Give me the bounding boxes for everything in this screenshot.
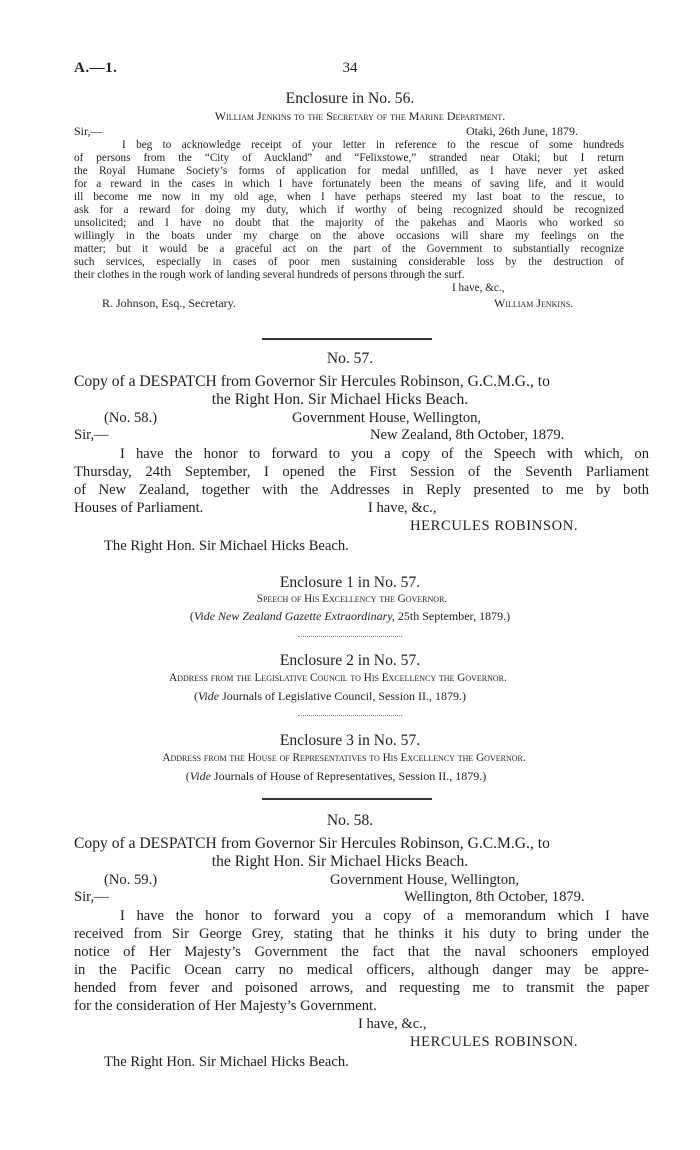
enclosure-2-title: Enclosure 2 in No. 57. (279, 652, 421, 669)
enclosure-3-title: Enclosure 3 in No. 57. (279, 732, 421, 749)
no58-body-line: received from Sir George Grey, stating that he thinks it his duty to bring under the (74, 926, 649, 942)
enclosure-56-line: for a reward in the cases in which I have fortunately been the means of saving life, and it would (74, 178, 624, 190)
no57-signature: HERCULES ROBINSON. (410, 518, 579, 534)
enclosure-56-line: ill become me now in my old age, when I have perhaps steered my last boat to the rescue, to (74, 191, 624, 203)
enclosure-2-description: Address from the Legislative Council to His Excellency the Governor. (169, 672, 507, 684)
no58-body-line: notice of Her Majesty’s Government the fact that the naval schooners employed (74, 944, 649, 960)
enclosure-1-description: Speech of His Excellency the Governor. (256, 593, 448, 605)
no58-body-line: in the Pacific Ocean carry no medical officers, although danger may be appre- (74, 962, 649, 978)
enclosure-56-line: unsolicited; and I have no doubt that the majority of the pakehas and Maoris who worked so (74, 217, 624, 229)
no58-body-last-line: for the consideration of Her Majesty’s Government. (74, 998, 377, 1014)
enclosure-3-description: Address from the House of Representatives to His Excellency the Governor. (162, 752, 526, 764)
no57-salutation: Sir,— (74, 427, 109, 443)
no57-date: New Zealand, 8th October, 1879. (370, 427, 565, 443)
enclosure-1-title: Enclosure 1 in No. 57. (279, 574, 421, 591)
enclosure-56-place-date: Otaki, 26th June, 1879. (466, 124, 578, 138)
no57-body-last-line: Houses of Parliament. (74, 500, 204, 516)
enclosure-56-line: such services, especially in cases of poor men sustaining considerable loss by the destruction of (74, 256, 624, 268)
section-divider (262, 798, 432, 800)
enclosure-56-line: the Royal Humane Society’s forms of application for medal unfilled, as I have never yet asked (74, 165, 624, 177)
enclosure-2-reference: (Vide Journals of Legislative Council, Session II., 1879.) (193, 689, 467, 703)
enclosure-56-line: matter; but it would be a graceful act on the part of the Government to substantially recognize (74, 243, 624, 255)
enclosure-56-from-to: William Jenkins to the Secretary of the Marine Department. (214, 109, 506, 123)
no58-salutation: Sir,— (74, 889, 109, 905)
no57-ref: (No. 58.) (104, 410, 158, 426)
no57-addressee: The Right Hon. Sir Michael Hicks Beach. (104, 538, 349, 554)
enclosure-56-line: their clothes in the rough work of landing several hundreds of persons through the surf. (74, 269, 465, 281)
no58-body-line: I have the honor to forward you a copy of a memorandum which I have (120, 908, 649, 924)
no57-closing: I have, &c., (368, 500, 437, 516)
no58-date: Wellington, 8th October, 1879. (404, 889, 585, 905)
no58-ref: (No. 59.) (104, 872, 158, 888)
enclosure-56-closing: I have, &c., (452, 282, 505, 294)
section-divider (262, 338, 432, 340)
no57-body-line: Thursday, 24th September, I opened the First Session of the Seventh Parliament (74, 464, 649, 480)
no57-body-line: I have the honor to forward to you a copy of the Speech with which, on (120, 446, 649, 462)
enclosure-56-addressee: R. Johnson, Esq., Secretary. (102, 296, 236, 310)
no58-signature: HERCULES ROBINSON. (410, 1034, 579, 1050)
enclosure-3-reference: (Vide Journals of House of Representatives, Session II., 1879.) (185, 769, 487, 783)
no57-place: Government House, Wellington, (292, 410, 482, 426)
no57-body-line: of New Zealand, together with the Addresses in Reply presented to me by both (74, 482, 649, 498)
page-number: 34 (342, 60, 358, 76)
enclosure-56-title: Enclosure in No. 56. (285, 90, 415, 107)
no57-title: No. 57. (326, 350, 374, 367)
no58-place: Government House, Wellington, (330, 872, 520, 888)
enclosure-1-reference: (Vide New Zealand Gazette Extraordinary, 25th September, 1879.) (189, 609, 511, 623)
enclosure-56-signature: William Jenkins. (494, 296, 574, 310)
enclosure-56-salutation: Sir,— (74, 124, 103, 138)
section-label: A.—1. (74, 60, 118, 76)
no58-body-line: hended from fever and poisoned arrows, and requesting me to transmit the paper (74, 980, 649, 996)
no58-addressee: The Right Hon. Sir Michael Hicks Beach. (104, 1054, 349, 1070)
no58-closing: I have, &c., (358, 1016, 427, 1032)
no58-heading-line1: Copy of a DESPATCH from Governor Sir Hercules Robinson, G.C.M.G., to (74, 835, 550, 852)
enclosure-56-line: ask for a reward for doing my duty, which if worthy of being recognized should be recognized (74, 204, 624, 216)
enclosure-56-line: I beg to acknowledge receipt of your letter in reference to the rescue of some hundreds (122, 139, 624, 151)
short-divider (298, 715, 402, 716)
short-divider (298, 636, 402, 637)
no58-title: No. 58. (326, 812, 374, 829)
enclosure-56-line: willingly in the boats under my charge on the above occasions will share my feelings on the (74, 230, 624, 242)
enclosure-56-line: of persons from the “City of Auckland” and “Felixstowe,” stranded near Otaki; but I return (74, 152, 624, 164)
no57-heading-line1: Copy of a DESPATCH from Governor Sir Hercules Robinson, G.C.M.G., to (74, 373, 550, 390)
no57-heading-line2: the Right Hon. Sir Michael Hicks Beach. (211, 391, 469, 408)
no58-heading-line2: the Right Hon. Sir Michael Hicks Beach. (211, 853, 469, 870)
